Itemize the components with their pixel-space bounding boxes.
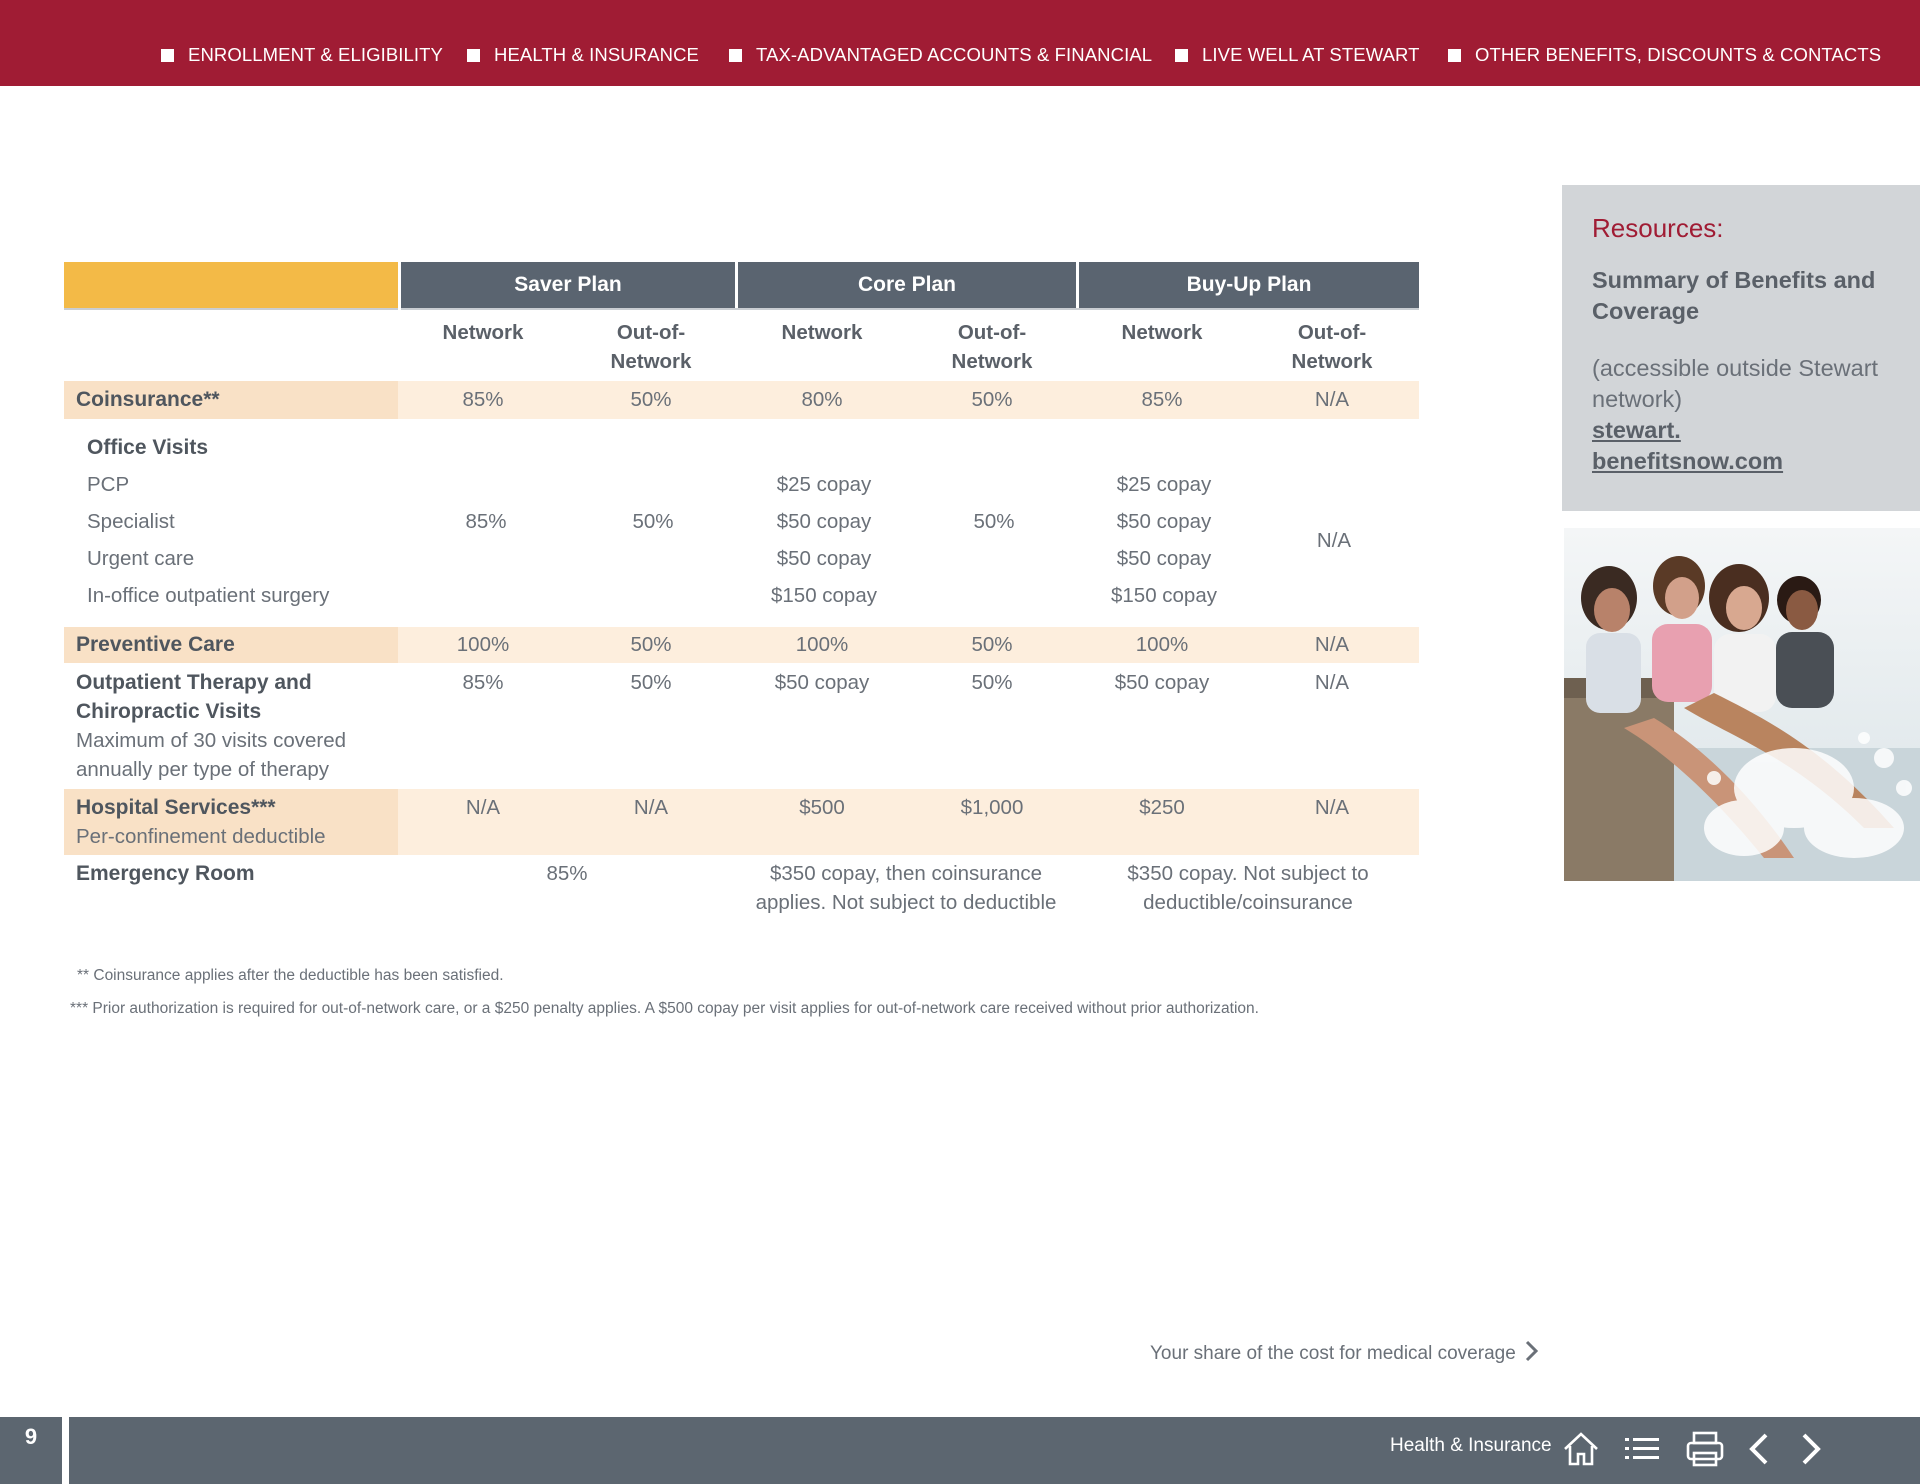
nav-live-well[interactable] xyxy=(1175,44,1420,66)
top-navigation xyxy=(0,0,1920,86)
row-label: Office Visits xyxy=(87,436,208,459)
office-visit-outpatient-surgery: In-office outpatient surgery xyxy=(87,584,330,607)
nav-health-insurance[interactable] xyxy=(467,44,699,66)
row-label: Outpatient Therapy and Chiropractic Visits xyxy=(76,671,312,723)
cell: 50% xyxy=(971,633,1013,656)
plan-header-buyup: Buy-Up Plan xyxy=(1079,262,1419,308)
cell: 50% xyxy=(971,388,1013,411)
cell: N/A xyxy=(465,796,501,819)
cell: 50% xyxy=(630,633,672,656)
table-corner-header xyxy=(64,262,398,308)
cell: $500 xyxy=(799,796,845,819)
cell: 100% xyxy=(1135,633,1189,656)
next-page-link-label: Your share of the cost for medical coverage xyxy=(1150,1343,1516,1364)
subheader-core-out: Out-of- Network xyxy=(951,321,1033,373)
chevron-left-icon[interactable] xyxy=(1738,1427,1782,1471)
office-visit-urgent-care: Urgent care xyxy=(87,547,195,570)
row-hospital-services xyxy=(64,789,1419,855)
cell: $25 copay xyxy=(1116,473,1212,496)
cell: 85% xyxy=(462,388,504,411)
cell: N/A xyxy=(1314,633,1350,656)
home-icon[interactable] xyxy=(1559,1427,1603,1471)
cell: $350 copay. Not subject to deductible/coinsurance xyxy=(1127,862,1369,914)
cell: 100% xyxy=(795,633,849,656)
subheader-buyup-out: Out-of- Network xyxy=(1291,321,1373,373)
nav-label: ENROLLMENT & ELIGIBILITY xyxy=(188,44,443,65)
plan-header-core: Core Plan xyxy=(738,262,1076,308)
subheader-core-network: Network xyxy=(781,321,863,344)
bullet-square-icon xyxy=(1175,49,1188,62)
cell: N/A xyxy=(633,796,669,819)
list-icon[interactable] xyxy=(1620,1427,1664,1471)
cell: $150 copay xyxy=(770,584,877,607)
row-label: Coinsurance** xyxy=(76,388,220,411)
cell: N/A xyxy=(1316,529,1352,552)
cell: $25 copay xyxy=(776,473,872,496)
cell: $50 copay xyxy=(776,547,872,570)
resources-document-title: Summary of Benefits and Coverage xyxy=(1592,267,1876,324)
cell: $50 copay xyxy=(1114,671,1210,694)
footnote-prior-authorization: *** Prior authorization is required for out-of-network care, or a $250 penalty applies. A $500 copay per visit applies for out-of-network care received without prior authorization. xyxy=(70,1000,1259,1017)
cell: 50% xyxy=(971,671,1013,694)
family-photo-illustration xyxy=(1564,528,1920,881)
chevron-right-small-icon xyxy=(1524,1340,1540,1368)
cell: 50% xyxy=(632,510,674,533)
page-divider xyxy=(62,1417,69,1484)
header-divider xyxy=(64,308,398,310)
cell: $50 copay xyxy=(774,671,870,694)
cell: N/A xyxy=(1314,671,1350,694)
current-section-label: Health & Insurance xyxy=(1390,1435,1552,1456)
plan-header-saver: Saver Plan xyxy=(401,262,735,308)
cell: N/A xyxy=(1314,388,1350,411)
cell: 85% xyxy=(1141,388,1183,411)
row-label: Emergency Room xyxy=(76,862,255,885)
cell: N/A xyxy=(1314,796,1350,819)
cell: 85% xyxy=(465,510,507,533)
resources-title: Resources: xyxy=(1592,213,1724,243)
nav-label: HEALTH & INSURANCE xyxy=(494,44,699,65)
office-visit-pcp: PCP xyxy=(87,473,130,496)
row-label: Preventive Care xyxy=(76,633,235,656)
footnote-coinsurance: ** Coinsurance applies after the deductible has been satisfied. xyxy=(77,967,504,984)
nav-enrollment-eligibility[interactable] xyxy=(161,44,443,66)
cell: $50 copay xyxy=(776,510,872,533)
subheader-buyup-network: Network xyxy=(1121,321,1203,344)
cell: 50% xyxy=(973,510,1015,533)
bullet-square-icon xyxy=(467,49,480,62)
row-preventive-care xyxy=(64,627,1419,663)
cell: $50 copay xyxy=(1116,547,1212,570)
cell: $50 copay xyxy=(1116,510,1212,533)
nav-label: OTHER BENEFITS, DISCOUNTS & CONTACTS xyxy=(1475,44,1882,65)
resources-url-link[interactable]: stewart. benefitsnow.com xyxy=(1592,417,1784,474)
row-description: Per-confinement deductible xyxy=(76,825,326,848)
row-description: Maximum of 30 visits covered annually per type of therapy xyxy=(76,729,347,781)
header-divider xyxy=(401,308,1419,310)
family-photo xyxy=(1564,528,1920,881)
nav-label: TAX-ADVANTAGED ACCOUNTS & FINANCIAL xyxy=(756,44,1153,65)
cell: 100% xyxy=(456,633,510,656)
office-visit-specialist: Specialist xyxy=(87,510,175,533)
bullet-square-icon xyxy=(729,49,742,62)
cell: 85% xyxy=(462,671,504,694)
cell: 80% xyxy=(801,388,843,411)
row-coinsurance xyxy=(64,381,1419,419)
cell: 50% xyxy=(630,671,672,694)
cell: $150 copay xyxy=(1110,584,1217,607)
nav-other-benefits[interactable] xyxy=(1448,44,1881,66)
bullet-square-icon xyxy=(1448,49,1461,62)
subheader-saver-network: Network xyxy=(442,321,524,344)
cell: $1,000 xyxy=(960,796,1024,819)
cell: 50% xyxy=(630,388,672,411)
page-number: 9 xyxy=(24,1424,38,1449)
subheader-saver-out: Out-of- Network xyxy=(610,321,692,373)
cell: $350 copay, then coinsurance applies. Not subject to deductible xyxy=(755,862,1057,914)
resources-note: (accessible outside Stewart network) xyxy=(1592,355,1879,412)
chevron-right-icon[interactable] xyxy=(1790,1427,1834,1471)
print-icon[interactable] xyxy=(1683,1427,1727,1471)
cell: $250 xyxy=(1139,796,1185,819)
row-label: Hospital Services*** xyxy=(76,796,276,819)
cell: 85% xyxy=(546,862,588,885)
nav-tax-advantaged-accounts[interactable] xyxy=(729,44,1152,66)
nav-label: LIVE WELL AT STEWART xyxy=(1202,44,1420,65)
next-page-link[interactable] xyxy=(1150,1340,1540,1368)
bullet-square-icon xyxy=(161,49,174,62)
resources-panel xyxy=(1562,185,1920,511)
